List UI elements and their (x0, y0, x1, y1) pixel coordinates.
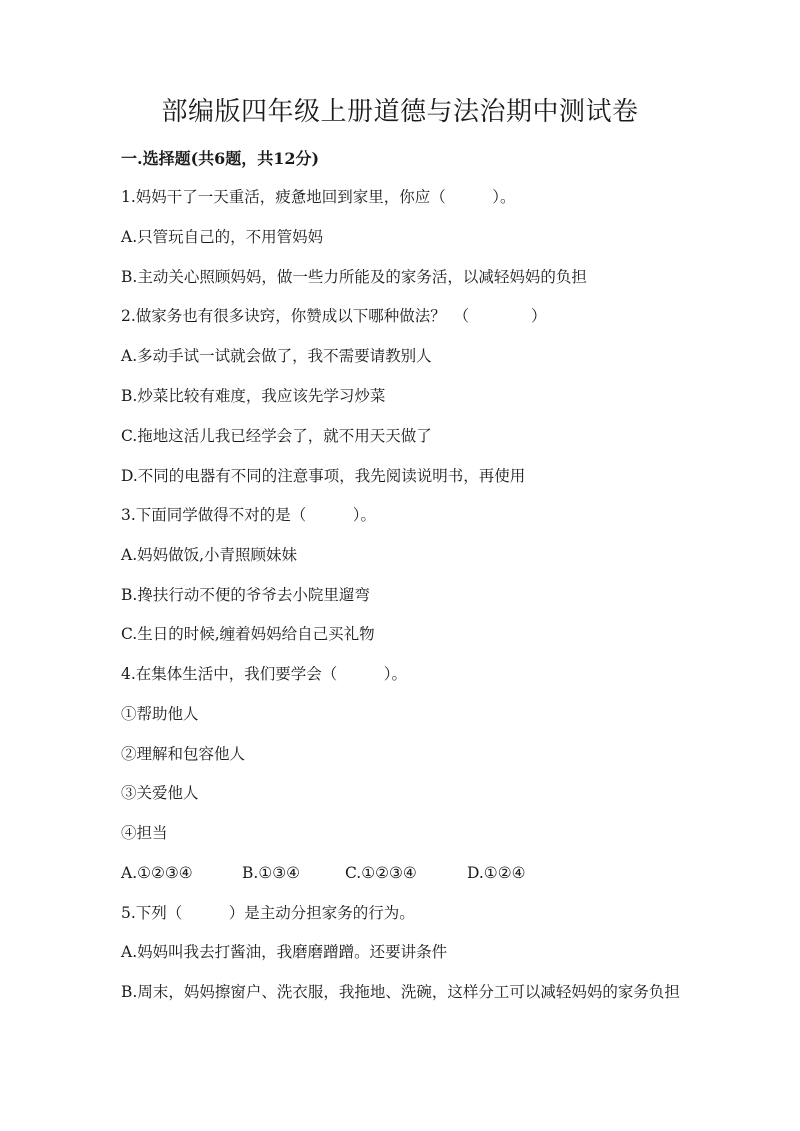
question-3-option-a: A.妈妈做饭,小青照顾妹妹 (121, 546, 298, 564)
question-1-stem: 1.妈妈干了一天重活，疲惫地回到家里，你应（ ）。 (121, 188, 516, 206)
section-heading: 一.选择题(共6题，共12分) (121, 149, 320, 168)
question-4-choice-b: B.①③④ (242, 864, 301, 882)
question-5-option-b: B.周末，妈妈擦窗户、洗衣服，我拖地、洗碗，这样分工可以减轻妈妈的家务负担 (121, 983, 680, 1001)
question-4-stem: 4.在集体生活中，我们要学会（ ）。 (121, 665, 408, 683)
question-3-option-b: B.搀扶行动不便的爷爷去小院里遛弯 (121, 586, 370, 604)
question-4-choice-c: C.①②③④ (345, 864, 417, 882)
question-4-item-1: ①帮助他人 (121, 705, 199, 723)
question-4-item-2: ②理解和包容他人 (121, 745, 246, 763)
question-2-option-c: C.拖地这活儿我已经学会了，就不用天天做了 (121, 427, 432, 445)
question-4-choice-d: D.①②④ (467, 864, 526, 882)
question-3-stem: 3.下面同学做得不对的是（ ）。 (121, 506, 377, 524)
question-4-item-3: ③关爱他人 (121, 784, 199, 802)
question-1-option-b: B.主动关心照顾妈妈，做一些力所能及的家务活，以减轻妈妈的负担 (121, 268, 587, 286)
question-2-stem: 2.做家务也有很多诀窍，你赞成以下哪种做法？ （ ） (121, 307, 547, 325)
question-1-option-a: A.只管玩自己的，不用管妈妈 (121, 228, 324, 246)
question-4-item-4: ④担当 (121, 824, 168, 842)
question-4-choice-a: A.①②③④ (121, 864, 193, 882)
page-title: 部编版四年级上册道德与法治期中测试卷 (161, 97, 639, 127)
question-5-stem: 5.下列（ ）是主动分担家务的行为。 (121, 904, 415, 922)
question-2-option-a: A.多动手试一试就会做了，我不需要请教别人 (121, 347, 432, 365)
question-5-option-a: A.妈妈叫我去打酱油，我磨磨蹭蹭。还要讲条件 (121, 943, 448, 961)
question-3-option-c: C.生日的时候,缠着妈妈给自己买礼物 (121, 625, 375, 643)
question-2-option-d: D.不同的电器有不同的注意事项，我先阅读说明书，再使用 (121, 467, 526, 485)
question-2-option-b: B.炒菜比较有难度，我应该先学习炒菜 (121, 387, 386, 405)
